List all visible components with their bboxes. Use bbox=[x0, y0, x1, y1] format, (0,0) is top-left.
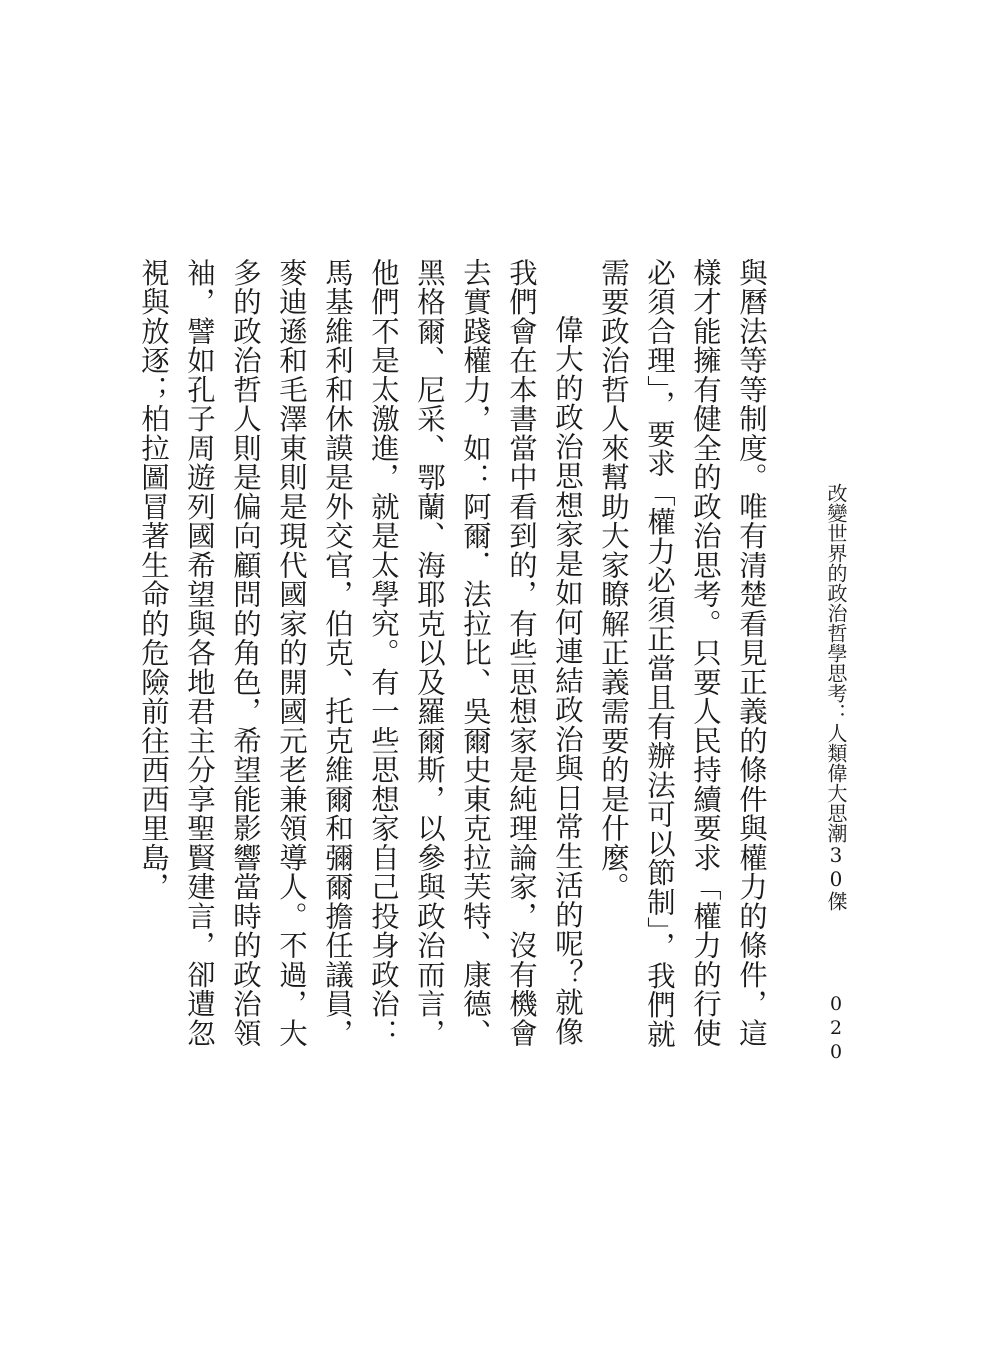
paragraph-1: 與曆法等等制度。唯有清楚看見正義的條件與權力的條件，這樣才能擁有健全的政治思考。只要人民持續要求「權力的行使必須合理」，要求「權力必須正當且有辦法可以節制」，我們就需要政治哲人來幫助大家瞭解正義需要的是什麼。 bbox=[597, 258, 768, 1049]
paragraph-2: 偉大的政治思想家是如何連結政治與日常生活的呢？就像我們會在本書當中看到的，有些思想家是純理論家，沒有機會去實踐權力，如：阿爾．法拉比、吳爾史東克拉芙特、康德、黑格爾、尼采、鄂蘭、海耶克以及羅爾斯，以參與政治而言，他們不是太激進，就是太學究。有一些思想家自己投身政治：馬基維利和休謨是外交官，伯克、托克維爾和彌爾擔任議員，麥迪遜和毛澤東則是現代國家的開國元老兼領導人。不過，大多的政治哲人則是偏向顧問的角色，希望能影響當時的政治領袖，譬如孔子周遊列國希望與各地君主分享聖賢建言，卻遭忽視與放逐；柏拉圖冒著生命的危險前往西西里島， bbox=[137, 258, 584, 1048]
page-number: 020 bbox=[825, 993, 847, 1065]
running-title: 改變世界的政治哲學思考：人類偉大思潮30傑 bbox=[824, 483, 848, 911]
body-text bbox=[137, 258, 774, 1058]
